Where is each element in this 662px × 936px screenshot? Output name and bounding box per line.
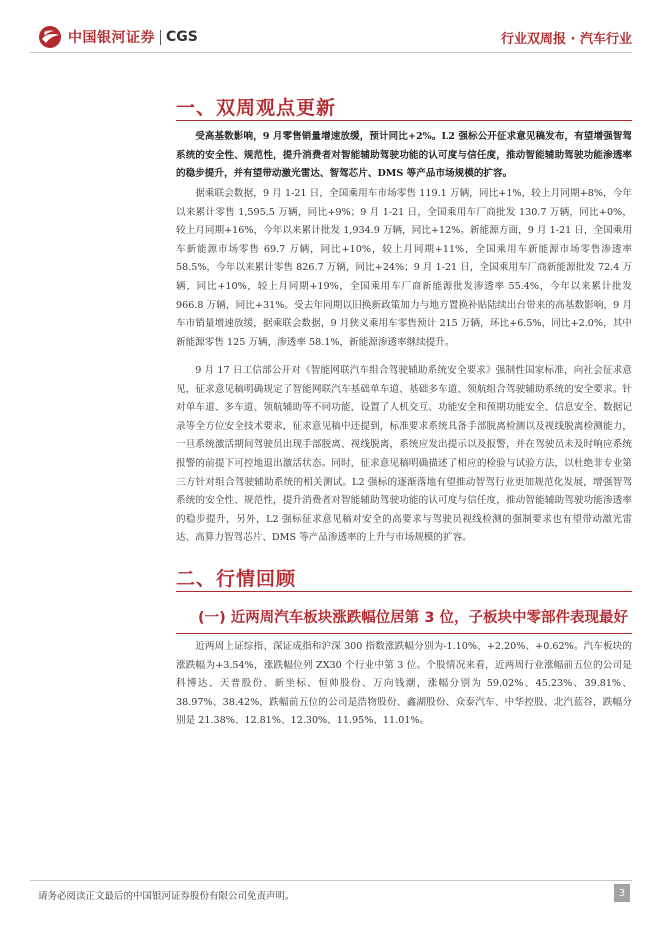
section-2-underline <box>176 591 632 592</box>
page-header <box>0 0 662 72</box>
section-2-paragraph-1: 近两周上证综指、深证成指和沪深 300 指数涨跌幅分别为-1.10%、+2.20%、+0.62%。汽车板块的涨跌幅为+3.54%，涨跌幅位列 ZX30 个行业中第 3 位。个股情况来看，近两周行业涨幅前五位的公司是科博达、天普股份、新坐标、恒帅股份、万向钱潮，涨幅分别为 59.02%、45.23%、39.81%、38.97%、38.42%，跌幅前五位的公司是浩物股份、鑫湖股份、众泰汽车、中华控股、北汽蓝谷，跌幅分别是 21.38%、12.81%、12.30%、11.95%、11.01%。 <box>176 641 632 727</box>
section-2-title: 二、行情回顾 <box>176 568 297 590</box>
cgs-logo-mark-icon <box>38 25 62 49</box>
section-1-paragraph-1: 据乘联会数据，9 月 1-21 日，全国乘用车市场零售 119.1 万辆，同比+1%，较上月同期+8%，今年以来累计零售 1,595.5 万辆，同比+9%；9 月 1-21 日，全国乘用车厂商批发 130.7 万辆，同比+0%，较上月同期+16%，今年以来累计批发 1,934.9 万辆，同比+12%。新能源方面，9 月 1-21 日，全国乘用车新能源市场零售 69.7 万辆，同比+10%，较上月同期+11%，全国乘用车新能源市场零售渗透率 58.5%，今年以来累计零售 826.7 万辆，同比+24%；9 月 1-21 日，全国乘用车厂商新能源批发 72.4 万辆，同比+10%，较上月同期+19%，全国乘用车厂商新能源批发渗透率 55.4%，今年以来累计批发 966.8 万辆，同比+31%。受去年同期以旧换新政策加力与地方置换补贴陆续出台带来的高基数影响，9 月车市销量增速放缓，据乘联会数据，9 月狭义乘用车零售预计 215 万辆，环比+6.5%，同比+2.0%，其中新能源零售 125 万辆，渗透率 58.1%，新能源渗透率继续提升。 <box>176 188 632 348</box>
footer-divider <box>30 880 632 881</box>
logo-divider <box>160 30 161 45</box>
section-1-underline <box>176 120 632 121</box>
section-1-title: 一、双周观点更新 <box>176 97 337 119</box>
footer-disclaimer: 请务必阅读正文最后的中国银河证券股份有限公司免责声明。 <box>38 891 295 902</box>
logo-english-name: CGS <box>166 29 198 45</box>
page-number: 3 <box>614 884 630 902</box>
subsection-1-title <box>176 605 632 634</box>
company-logo <box>38 25 198 49</box>
header-divider <box>30 52 632 53</box>
report-type-label: 行业双周报 · 汽车行业 <box>501 32 632 47</box>
section-1-paragraph-2: 9 月 17 日工信部公开对《智能网联汽车组合驾驶辅助系统安全要求》强制性国家标准，向社会征求意见，征求意见稿明确规定了智能网联汽车基础单车道、基础多车道、领航组合驾驶辅助系统的安全要求。针对单车道、多车道、领航辅助等不同功能，设置了人机交互、功能安全和预期功能安全、信息安全、数据记录等全方位安全技术要求，征求意见稿中还提到，标准要求系统具备手部脱离检测以及视线脱离检测能力，一旦系统激活期间驾驶员出现手部脱离、视线脱离，系统应发出提示以及报警，并在驾驶员未及时响应系统报警的前提下可控地退出激活状态。同时，征求意见稿明确描述了相应的检验与试验方法，以杜绝非专业第三方针对组合驾驶辅助系统的相关测试。L2 强标的逐渐落地有望推动智驾行业更加规范化发展，增强智驾系统的安全性、规范性，提升消费者对智能辅助驾驶功能的认可度与信任度，推动智能辅助驾驶功能渗透率的稳步提升，另外，L2 强标征求意见稿对安全的高要求与驾驶员视线检测的强制要求也有望带动激光雷达、高算力智驾芯片、DMS 等产品渗透率的上升与市场规模的扩容。 <box>176 365 632 544</box>
subsection-1-title-text: (一) 近两周汽车板块涨跌幅位居第 3 位，子板块中零部件表现最好 <box>198 610 628 626</box>
section-1-summary: 受高基数影响，9 月零售销量增速放缓，预计同比+2%。L2 强标公开征求意见稿发布，有望增强智驾系统的安全性、规范性，提升消费者对智能辅助驾驶功能的认可度与信任度，推动智能辅助驾驶功能渗透率的稳步提升，并有望带动激光雷达、智驾芯片、DMS 等产品市场规模的扩容。 <box>176 131 632 180</box>
logo-chinese-name: 中国银河证券 <box>68 30 155 46</box>
